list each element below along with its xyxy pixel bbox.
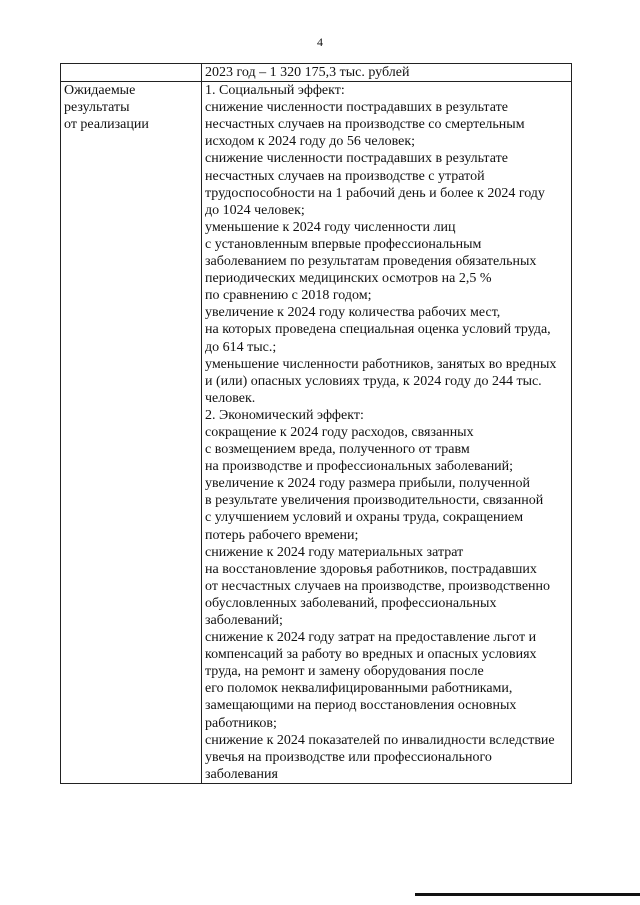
result-line: увеличение к 2024 году количества рабочих мест,	[205, 305, 501, 321]
result-line: 2. Экономический эффект:	[205, 407, 364, 423]
label-line: Ожидаемые	[64, 83, 136, 99]
result-line: замещающими на период восстановления основных	[205, 698, 517, 714]
result-line: сокращение к 2024 году расходов, связанных	[205, 424, 474, 440]
result-line: 1. Социальный эффект:	[205, 83, 345, 99]
result-line: труда, на ремонт и замену оборудования после	[205, 664, 484, 680]
result-line: до 614 тыс.;	[205, 339, 277, 355]
bottom-rule	[415, 893, 640, 896]
result-line: человек.	[205, 390, 256, 406]
result-line: заболевания	[205, 766, 278, 782]
result-line: и (или) опасных условиях труда, к 2024 году до 244 тыс.	[205, 373, 542, 389]
result-line: снижение численности пострадавших в результате	[205, 151, 508, 167]
result-line: до 1024 человек;	[205, 202, 305, 218]
funding-text: 2023 год – 1 320 175,3 тыс. рублей	[205, 65, 410, 80]
result-line: исходом к 2024 году до 56 человек;	[205, 134, 416, 150]
result-line: с возмещением вреда, полученного от травм	[205, 442, 470, 458]
result-line: снижение численности пострадавших в результате	[205, 100, 508, 116]
result-line: по сравнению с 2018 годом;	[205, 288, 372, 304]
result-line: уменьшение к 2024 году численности лиц	[205, 219, 456, 235]
row-label-cell	[61, 64, 202, 82]
result-line: увеличение к 2024 году размера прибыли, полученной	[205, 476, 530, 492]
result-line: в результате увеличения производительности, связанной	[205, 493, 544, 509]
page-number: 4	[317, 35, 323, 49]
result-line: несчастных случаев на производстве с утратой	[205, 168, 485, 184]
result-line: заболеванием по результатам проведения обязательных	[205, 254, 537, 270]
result-line: снижение к 2024 показателей по инвалидности вследствие	[205, 732, 555, 748]
result-line: с улучшением условий и охраны труда, сокращением	[205, 510, 524, 526]
table-row-funding	[61, 64, 572, 82]
expected-results-text	[202, 82, 572, 784]
result-line: трудоспособности на 1 рабочий день и более к 2024 году	[205, 185, 545, 201]
row-label-cell	[61, 82, 202, 784]
result-line: с установленным впервые профессиональным	[205, 236, 482, 252]
result-line: снижение к 2024 году затрат на предоставление льгот и	[205, 630, 537, 646]
label-line: от реализации	[64, 117, 149, 133]
result-line: увечья на производстве или профессионального	[205, 749, 492, 765]
row-content-cell	[202, 64, 572, 82]
result-line: на производстве и профессиональных заболеваний;	[205, 459, 514, 475]
result-line: работников;	[205, 715, 277, 731]
label-line: результаты	[64, 100, 130, 116]
result-line: периодических медицинских осмотров на 2,5 %	[205, 271, 492, 287]
result-line: на которых проведена специальная оценка условий труда,	[205, 322, 551, 338]
result-line: уменьшение численности работников, занятых во вредных	[205, 356, 557, 372]
table-row-expected-results	[61, 82, 572, 784]
result-line: потерь рабочего времени;	[205, 527, 359, 543]
result-line: от несчастных случаев на производстве, производственно	[205, 578, 551, 594]
result-line: на восстановление здоровья работников, пострадавших	[205, 561, 537, 577]
result-line: обусловленных заболеваний, профессиональных	[205, 595, 497, 611]
result-line: несчастных случаев на производстве со смертельным	[205, 117, 525, 133]
result-line: компенсаций за работу во вредных и опасных условиях	[205, 647, 537, 663]
result-line: его поломок неквалифицированными работниками,	[205, 681, 513, 697]
result-line: снижение к 2024 году материальных затрат	[205, 544, 464, 560]
program-passport-table	[60, 63, 572, 784]
result-line: заболеваний;	[205, 613, 283, 628]
